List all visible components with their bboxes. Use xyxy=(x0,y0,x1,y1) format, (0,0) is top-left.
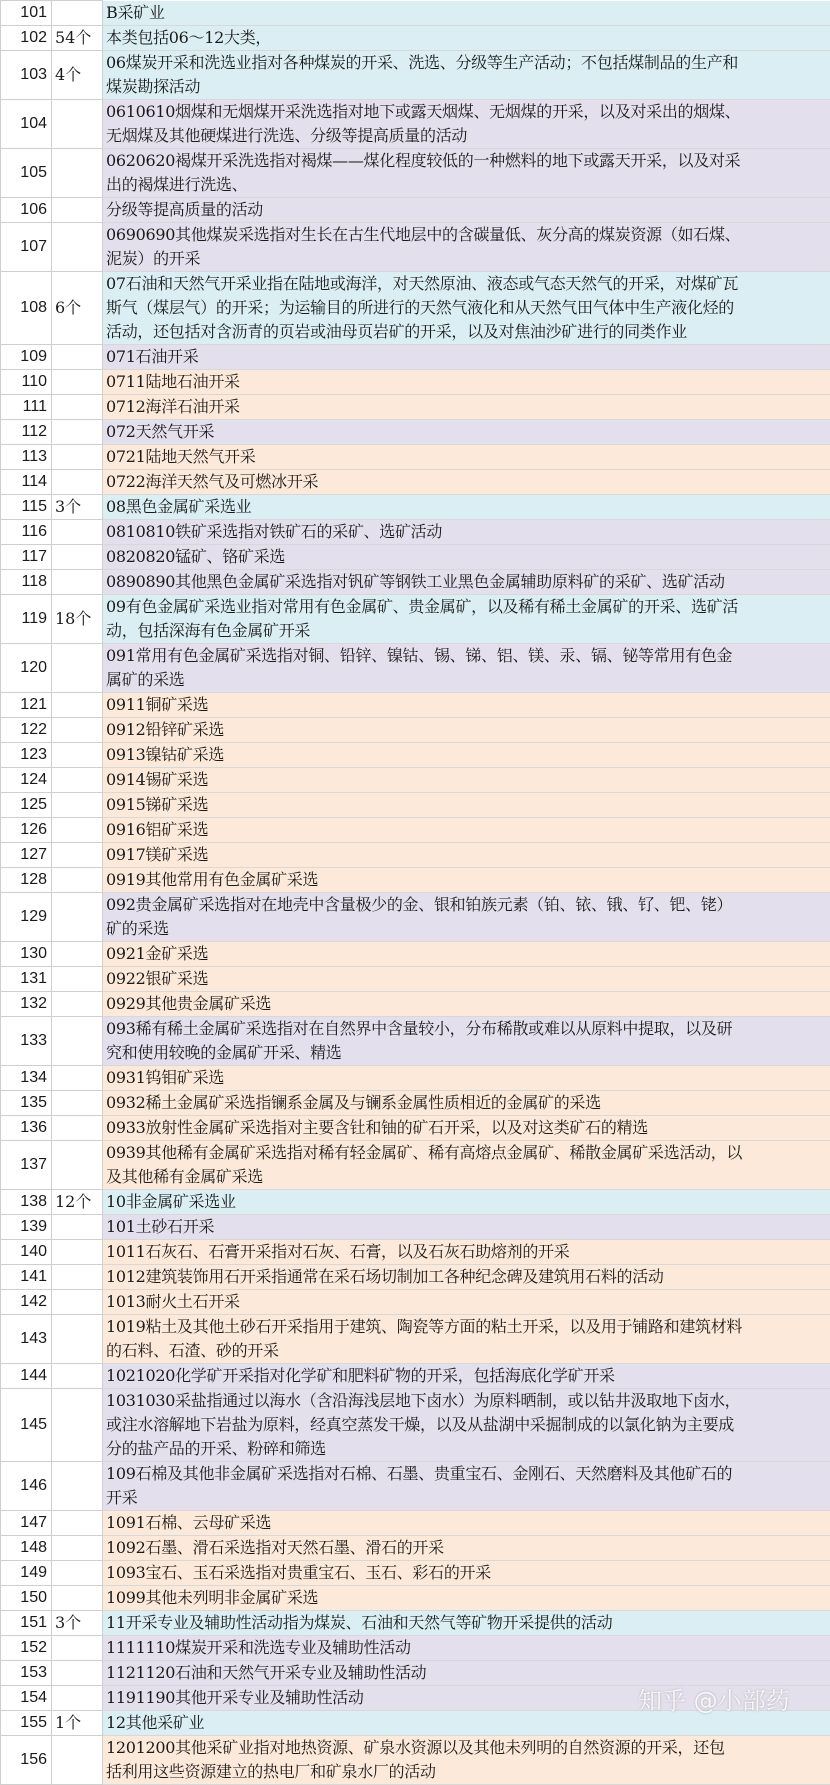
row-number-cell[interactable]: 144 xyxy=(1,1364,52,1389)
count-cell[interactable] xyxy=(52,1636,103,1661)
description-cell[interactable] xyxy=(103,1315,830,1364)
row-number-cell[interactable]: 105 xyxy=(1,149,52,198)
table-row xyxy=(1,100,830,149)
description-line: 本类包括06～12大类， xyxy=(106,26,830,50)
row-number-cell[interactable]: 153 xyxy=(1,1661,52,1686)
table-row xyxy=(1,1686,830,1711)
table-row xyxy=(1,445,830,470)
description-line: 属矿的采选 xyxy=(106,668,830,692)
description-line: 泥炭）的开采 xyxy=(106,247,830,271)
table-row xyxy=(1,868,830,893)
description-line: 1021020化学矿开采指对化学矿和肥料矿物的开采，包括海底化学矿开采 xyxy=(106,1364,830,1388)
description-cell[interactable] xyxy=(103,1636,830,1661)
description-line: 0820820锰矿、铬矿采选 xyxy=(106,545,830,569)
description-line: 的石料、石渣、砂的开采 xyxy=(106,1339,830,1363)
count-cell[interactable] xyxy=(52,1389,103,1462)
count-cell[interactable] xyxy=(52,395,103,420)
row-number-cell[interactable]: 141 xyxy=(1,1265,52,1290)
description-cell[interactable] xyxy=(103,595,830,644)
row-number-cell[interactable]: 122 xyxy=(1,718,52,743)
row-number-cell[interactable]: 109 xyxy=(1,345,52,370)
description-cell[interactable] xyxy=(103,644,830,693)
row-number-cell[interactable]: 108 xyxy=(1,272,52,345)
description-cell[interactable] xyxy=(103,768,830,793)
row-number-cell[interactable]: 136 xyxy=(1,1116,52,1141)
description-line: 1012建筑装饰用石开采指通常在采石场切制加工各种纪念碑及建筑用石料的活动 xyxy=(106,1265,830,1289)
description-line: 0610610烟煤和无烟煤开采洗选指对地下或露天烟煤、无烟煤的开采，以及对采出的烟煤、 xyxy=(106,100,830,124)
description-line: 0913镍钴矿采选 xyxy=(106,743,830,767)
description-line: 07石油和天然气开采业指在陆地或海洋，对天然原油、液态或气态天然气的开采，对煤矿瓦 xyxy=(106,272,830,296)
description-cell[interactable] xyxy=(103,1364,830,1389)
table-row xyxy=(1,793,830,818)
count-cell[interactable] xyxy=(52,893,103,942)
description-cell[interactable] xyxy=(103,198,830,223)
description-cell[interactable] xyxy=(103,868,830,893)
count-cell[interactable] xyxy=(52,198,103,223)
description-cell[interactable] xyxy=(103,1611,830,1636)
count-cell[interactable]: 3个 xyxy=(52,495,103,520)
row-number-cell[interactable]: 148 xyxy=(1,1536,52,1561)
table-row xyxy=(1,1315,830,1364)
table-row xyxy=(1,570,830,595)
table-row xyxy=(1,1017,830,1066)
description-cell[interactable] xyxy=(103,1536,830,1561)
description-line: 1011石灰石、石膏开采指对石灰、石膏，以及石灰石助熔剂的开采 xyxy=(106,1240,830,1264)
row-number-cell[interactable]: 113 xyxy=(1,445,52,470)
description-cell[interactable] xyxy=(103,1736,830,1785)
count-cell[interactable] xyxy=(52,1141,103,1190)
description-line: 08黑色金属矿采选业 xyxy=(106,495,830,519)
description-cell[interactable] xyxy=(103,223,830,272)
table-row xyxy=(1,818,830,843)
description-line: 分级等提高质量的活动 xyxy=(106,198,830,222)
description-line: 1191190其他开采专业及辅助性活动 xyxy=(106,1686,830,1710)
description-cell[interactable] xyxy=(103,718,830,743)
table-row xyxy=(1,843,830,868)
description-line: B采矿业 xyxy=(106,1,830,25)
description-cell[interactable] xyxy=(103,1561,830,1586)
count-cell[interactable] xyxy=(52,1315,103,1364)
count-cell[interactable] xyxy=(52,1290,103,1315)
description-cell[interactable] xyxy=(103,26,830,51)
description-line: 0912铅锌矿采选 xyxy=(106,718,830,742)
count-cell[interactable]: 1个 xyxy=(52,1711,103,1736)
description-cell[interactable] xyxy=(103,818,830,843)
row-number-cell[interactable]: 156 xyxy=(1,1736,52,1785)
description-line: 0914锡矿采选 xyxy=(106,768,830,792)
description-line: 0916铝矿采选 xyxy=(106,818,830,842)
description-line: 0620620褐煤开采洗选指对褐煤——煤化程度较低的一种燃料的地下或露天开采，以及对采 xyxy=(106,149,830,173)
description-cell[interactable] xyxy=(103,1290,830,1315)
description-line: 101土砂石开采 xyxy=(106,1215,830,1239)
description-line: 093稀有稀土金属矿采选指对在自然界中含量较小，分布稀散或难以从原料中提取，以及研 xyxy=(106,1017,830,1041)
count-cell[interactable] xyxy=(52,768,103,793)
description-cell[interactable] xyxy=(103,1215,830,1240)
count-cell[interactable] xyxy=(52,1,103,26)
row-number-cell[interactable]: 106 xyxy=(1,198,52,223)
table-row xyxy=(1,1736,830,1785)
count-cell[interactable] xyxy=(52,1536,103,1561)
count-cell[interactable]: 6个 xyxy=(52,272,103,345)
count-cell[interactable] xyxy=(52,520,103,545)
description-cell[interactable] xyxy=(103,1462,830,1511)
description-cell[interactable] xyxy=(103,395,830,420)
table-row xyxy=(1,992,830,1017)
description-cell[interactable] xyxy=(103,1066,830,1091)
description-line: 1092石墨、滑石采选指对天然石墨、滑石的开采 xyxy=(106,1536,830,1560)
count-cell[interactable] xyxy=(52,992,103,1017)
table-row xyxy=(1,1091,830,1116)
count-cell[interactable] xyxy=(52,1511,103,1536)
sheet-body xyxy=(1,1,830,1785)
count-cell[interactable] xyxy=(52,370,103,395)
row-number-cell[interactable]: 137 xyxy=(1,1141,52,1190)
description-line: 0922银矿采选 xyxy=(106,967,830,991)
count-cell[interactable] xyxy=(52,223,103,272)
description-line: 0917镁矿采选 xyxy=(106,843,830,867)
table-row xyxy=(1,149,830,198)
count-cell[interactable] xyxy=(52,100,103,149)
description-cell[interactable] xyxy=(103,345,830,370)
row-number-cell[interactable]: 117 xyxy=(1,545,52,570)
description-line: 0915锑矿采选 xyxy=(106,793,830,817)
description-line: 109石棉及其他非金属矿采选指对石棉、石墨、贵重宝石、金刚石、天然磨料及其他矿石的 xyxy=(106,1462,830,1486)
count-cell[interactable] xyxy=(52,818,103,843)
description-line: 09有色金属矿采选业指对常用有色金属矿、贵金属矿，以及稀有稀土金属矿的开采、选矿活 xyxy=(106,595,830,619)
description-cell[interactable] xyxy=(103,992,830,1017)
description-cell[interactable] xyxy=(103,1711,830,1736)
description-cell[interactable] xyxy=(103,470,830,495)
description-line: 11开采专业及辅助性活动指为煤炭、石油和天然气等矿物开采提供的活动 xyxy=(106,1611,830,1635)
table-row xyxy=(1,1265,830,1290)
count-cell[interactable] xyxy=(52,793,103,818)
table-row xyxy=(1,1389,830,1462)
description-cell[interactable] xyxy=(103,693,830,718)
description-cell[interactable] xyxy=(103,1686,830,1711)
description-line: 06煤炭开采和洗选业指对各种煤炭的开采、洗选、分级等生产活动；不包括煤制品的生产和 xyxy=(106,51,830,75)
row-number-cell[interactable]: 150 xyxy=(1,1586,52,1611)
row-number-cell[interactable]: 111 xyxy=(1,395,52,420)
description-line: 1099其他未列明非金属矿采选 xyxy=(106,1586,830,1610)
table-row xyxy=(1,1561,830,1586)
description-cell[interactable] xyxy=(103,370,830,395)
description-line: 0721陆地天然气开采 xyxy=(106,445,830,469)
count-cell[interactable] xyxy=(52,1736,103,1785)
row-number-cell[interactable]: 152 xyxy=(1,1636,52,1661)
description-cell[interactable] xyxy=(103,1091,830,1116)
description-line: 091常用有色金属矿采选指对铜、铅锌、镍钴、锡、锑、铝、镁、汞、镉、铋等常用有色金 xyxy=(106,644,830,668)
description-line: 0711陆地石油开采 xyxy=(106,370,830,394)
table-row xyxy=(1,198,830,223)
description-cell[interactable] xyxy=(103,445,830,470)
row-number-cell[interactable]: 134 xyxy=(1,1066,52,1091)
row-number-cell[interactable]: 125 xyxy=(1,793,52,818)
description-line: 活动，还包括对含沥青的页岩或油母页岩矿的开采，以及对焦油沙矿进行的同类作业 xyxy=(106,320,830,344)
row-number-cell[interactable]: 151 xyxy=(1,1611,52,1636)
row-number-cell[interactable]: 146 xyxy=(1,1462,52,1511)
table-row xyxy=(1,345,830,370)
count-cell[interactable] xyxy=(52,1686,103,1711)
count-cell[interactable] xyxy=(52,545,103,570)
table-row xyxy=(1,370,830,395)
description-cell[interactable] xyxy=(103,893,830,942)
description-line: 0890890其他黑色金属矿采选指对钒矿等钢铁工业黑色金属辅助原料矿的采矿、选矿活动 xyxy=(106,570,830,594)
count-cell[interactable] xyxy=(52,868,103,893)
description-cell[interactable] xyxy=(103,1017,830,1066)
description-cell[interactable] xyxy=(103,51,830,100)
table-row xyxy=(1,1536,830,1561)
description-cell[interactable] xyxy=(103,570,830,595)
table-row xyxy=(1,768,830,793)
table-row xyxy=(1,545,830,570)
row-number-cell[interactable]: 149 xyxy=(1,1561,52,1586)
count-cell[interactable] xyxy=(52,1586,103,1611)
table-row xyxy=(1,1116,830,1141)
count-cell[interactable] xyxy=(52,1265,103,1290)
description-line: 0919其他常用有色金属矿采选 xyxy=(106,868,830,892)
description-line: 0931钨钼矿采选 xyxy=(106,1066,830,1090)
row-number-cell[interactable]: 112 xyxy=(1,420,52,445)
watermark: 知乎 @小部药 xyxy=(638,1681,790,1716)
count-cell[interactable] xyxy=(52,1364,103,1389)
count-cell[interactable] xyxy=(52,1661,103,1686)
row-number-cell[interactable]: 147 xyxy=(1,1511,52,1536)
description-line: 0933放射性金属矿采选指对主要含钍和铀的矿石开采，以及对这类矿石的精选 xyxy=(106,1116,830,1140)
description-cell[interactable] xyxy=(103,1141,830,1190)
description-line: 及其他稀有金属矿采选 xyxy=(106,1165,830,1189)
table-row xyxy=(1,743,830,768)
row-number-cell[interactable]: 128 xyxy=(1,868,52,893)
row-number-cell[interactable]: 101 xyxy=(1,1,52,26)
table-row xyxy=(1,1611,830,1636)
table-row xyxy=(1,1240,830,1265)
description-line: 括利用这些资源建立的热电厂和矿泉水厂的活动 xyxy=(106,1760,830,1784)
row-number-cell[interactable]: 143 xyxy=(1,1315,52,1364)
description-line: 0932稀土金属矿采选指镧系金属及与镧系金属性质相近的金属矿的采选 xyxy=(106,1091,830,1115)
description-line: 092贵金属矿采选指对在地壳中含量极少的金、银和铂族元素（铂、铱、锇、钌、钯、铑） xyxy=(106,893,830,917)
table-row xyxy=(1,420,830,445)
row-number-cell[interactable]: 103 xyxy=(1,51,52,100)
description-line: 斯气（煤层气）的开采；为运输目的所进行的天然气液化和从天然气田气体中生产液化烃的 xyxy=(106,296,830,320)
description-line: 动，包括深海有色金属矿开采 xyxy=(106,619,830,643)
description-line: 出的褐煤进行洗选、 xyxy=(106,173,830,197)
description-line: 0939其他稀有金属矿采选指对稀有轻金属矿、稀有高熔点金属矿、稀散金属矿采选活动，以 xyxy=(106,1141,830,1165)
description-line: 0712海洋石油开采 xyxy=(106,395,830,419)
row-number-cell[interactable]: 114 xyxy=(1,470,52,495)
count-cell[interactable] xyxy=(52,693,103,718)
table-row xyxy=(1,26,830,51)
count-cell[interactable]: 4个 xyxy=(52,51,103,100)
count-cell[interactable] xyxy=(52,843,103,868)
description-line: 0929其他贵金属矿采选 xyxy=(106,992,830,1016)
description-cell[interactable] xyxy=(103,1,830,26)
description-line: 0921金矿采选 xyxy=(106,942,830,966)
table-row xyxy=(1,967,830,992)
table-row xyxy=(1,1215,830,1240)
description-line: 无烟煤及其他硬煤进行洗选、分级等提高质量的活动 xyxy=(106,124,830,148)
table-row xyxy=(1,495,830,520)
table-row xyxy=(1,1661,830,1686)
table-row xyxy=(1,272,830,345)
table-row xyxy=(1,1290,830,1315)
table-row xyxy=(1,693,830,718)
row-number-cell[interactable]: 131 xyxy=(1,967,52,992)
table-row xyxy=(1,395,830,420)
row-number-cell[interactable]: 126 xyxy=(1,818,52,843)
count-cell[interactable] xyxy=(52,1240,103,1265)
description-line: 12其他采矿业 xyxy=(106,1711,830,1735)
description-line: 0911铜矿采选 xyxy=(106,693,830,717)
description-line: 或注水溶解地下岩盐为原料，经真空蒸发干燥，以及从盐湖中采掘制成的以氯化钠为主要成 xyxy=(106,1413,830,1437)
count-cell[interactable] xyxy=(52,1017,103,1066)
row-number-cell[interactable]: 140 xyxy=(1,1240,52,1265)
row-number-cell[interactable]: 130 xyxy=(1,942,52,967)
description-cell[interactable] xyxy=(103,1265,830,1290)
description-cell[interactable] xyxy=(103,1389,830,1462)
row-number-cell[interactable]: 138 xyxy=(1,1190,52,1215)
description-cell[interactable] xyxy=(103,100,830,149)
description-line: 1019粘土及其他土砂石开采指用于建筑、陶瓷等方面的粘土开采，以及用于铺路和建筑材料 xyxy=(106,1315,830,1339)
count-cell[interactable]: 3个 xyxy=(52,1611,103,1636)
row-number-cell[interactable]: 139 xyxy=(1,1215,52,1240)
row-number-cell[interactable]: 116 xyxy=(1,520,52,545)
row-number-cell[interactable]: 142 xyxy=(1,1290,52,1315)
table-row xyxy=(1,1636,830,1661)
row-number-cell[interactable]: 127 xyxy=(1,843,52,868)
description-line: 矿的采选 xyxy=(106,917,830,941)
table-row xyxy=(1,470,830,495)
description-line: 071石油开采 xyxy=(106,345,830,369)
count-cell[interactable] xyxy=(52,345,103,370)
table-row xyxy=(1,520,830,545)
row-number-cell[interactable]: 119 xyxy=(1,595,52,644)
count-cell[interactable] xyxy=(52,1116,103,1141)
table-row xyxy=(1,595,830,644)
description-cell[interactable] xyxy=(103,272,830,345)
description-cell[interactable] xyxy=(103,1116,830,1141)
count-cell[interactable] xyxy=(52,1462,103,1511)
count-cell[interactable] xyxy=(52,942,103,967)
row-number-cell[interactable]: 118 xyxy=(1,570,52,595)
count-cell[interactable] xyxy=(52,743,103,768)
row-number-cell[interactable]: 129 xyxy=(1,893,52,942)
table-row xyxy=(1,1711,830,1736)
description-cell[interactable] xyxy=(103,743,830,768)
table-row xyxy=(1,51,830,100)
table-row xyxy=(1,1586,830,1611)
count-cell[interactable] xyxy=(52,1091,103,1116)
row-number-cell[interactable]: 145 xyxy=(1,1389,52,1462)
description-line: 1121120石油和天然气开采专业及辅助性活动 xyxy=(106,1661,830,1685)
count-cell[interactable] xyxy=(52,570,103,595)
row-number-cell[interactable]: 120 xyxy=(1,644,52,693)
description-line: 0690690其他煤炭采选指对生长在古生代地层中的含碳量低、灰分高的煤炭资源（如石煤、 xyxy=(106,223,830,247)
row-number-cell[interactable]: 123 xyxy=(1,743,52,768)
count-cell[interactable]: 54个 xyxy=(52,26,103,51)
description-cell[interactable] xyxy=(103,1190,830,1215)
table-row xyxy=(1,1141,830,1190)
row-number-cell[interactable]: 154 xyxy=(1,1686,52,1711)
row-number-cell[interactable]: 104 xyxy=(1,100,52,149)
table-row xyxy=(1,644,830,693)
description-line: 开采 xyxy=(106,1486,830,1510)
description-cell[interactable] xyxy=(103,520,830,545)
table-row xyxy=(1,223,830,272)
count-cell[interactable] xyxy=(52,420,103,445)
table-row xyxy=(1,718,830,743)
count-cell[interactable] xyxy=(52,1561,103,1586)
count-cell[interactable] xyxy=(52,445,103,470)
description-cell[interactable] xyxy=(103,545,830,570)
description-line: 10非金属矿采选业 xyxy=(106,1190,830,1214)
description-cell[interactable] xyxy=(103,1511,830,1536)
count-cell[interactable] xyxy=(52,1066,103,1091)
row-number-cell[interactable]: 124 xyxy=(1,768,52,793)
description-line: 0810810铁矿采选指对铁矿石的采矿、选矿活动 xyxy=(106,520,830,544)
description-cell[interactable] xyxy=(103,793,830,818)
count-cell[interactable]: 12个 xyxy=(52,1190,103,1215)
description-line: 1201200其他采矿业指对地热资源、矿泉水资源以及其他未列明的自然资源的开采，还包 xyxy=(106,1736,830,1760)
table-row xyxy=(1,893,830,942)
description-cell[interactable] xyxy=(103,149,830,198)
description-line: 1111110煤炭开采和洗选专业及辅助性活动 xyxy=(106,1636,830,1660)
row-number-cell[interactable]: 133 xyxy=(1,1017,52,1066)
table-row xyxy=(1,1462,830,1511)
description-cell[interactable] xyxy=(103,1586,830,1611)
description-cell[interactable] xyxy=(103,967,830,992)
description-line: 分的盐产品的开采、粉碎和筛选 xyxy=(106,1437,830,1461)
table-row xyxy=(1,1066,830,1091)
row-number-cell[interactable]: 155 xyxy=(1,1711,52,1736)
count-cell[interactable] xyxy=(52,644,103,693)
row-number-cell[interactable]: 110 xyxy=(1,370,52,395)
count-cell[interactable] xyxy=(52,470,103,495)
description-line: 1013耐火土石开采 xyxy=(106,1290,830,1314)
row-number-cell[interactable]: 102 xyxy=(1,26,52,51)
count-cell[interactable] xyxy=(52,718,103,743)
description-line: 0722海洋天然气及可燃冰开采 xyxy=(106,470,830,494)
description-line: 1031030采盐指通过以海水（含沿海浅层地下卤水）为原料晒制，或以钻井汲取地下卤水， xyxy=(106,1389,830,1413)
count-cell[interactable] xyxy=(52,967,103,992)
table-row xyxy=(1,1,830,26)
description-line: 究和使用较晚的金属矿开采、精选 xyxy=(106,1041,830,1065)
description-cell[interactable] xyxy=(103,843,830,868)
description-cell[interactable] xyxy=(103,495,830,520)
description-line: 1091石棉、云母矿采选 xyxy=(106,1511,830,1535)
row-number-cell[interactable]: 115 xyxy=(1,495,52,520)
description-line: 072天然气开采 xyxy=(106,420,830,444)
count-cell[interactable] xyxy=(52,1215,103,1240)
row-number-cell[interactable]: 132 xyxy=(1,992,52,1017)
description-cell[interactable] xyxy=(103,420,830,445)
row-number-cell[interactable]: 107 xyxy=(1,223,52,272)
table-row xyxy=(1,1364,830,1389)
description-cell[interactable] xyxy=(103,942,830,967)
description-line: 1093宝石、玉石采选指对贵重宝石、玉石、彩石的开采 xyxy=(106,1561,830,1585)
row-number-cell[interactable]: 135 xyxy=(1,1091,52,1116)
row-number-cell[interactable]: 121 xyxy=(1,693,52,718)
description-line: 煤炭勘探活动 xyxy=(106,75,830,99)
count-cell[interactable]: 18个 xyxy=(52,595,103,644)
table-row xyxy=(1,1511,830,1536)
description-cell[interactable] xyxy=(103,1661,830,1686)
count-cell[interactable] xyxy=(52,149,103,198)
table-row xyxy=(1,1190,830,1215)
table-row xyxy=(1,942,830,967)
description-cell[interactable] xyxy=(103,1240,830,1265)
